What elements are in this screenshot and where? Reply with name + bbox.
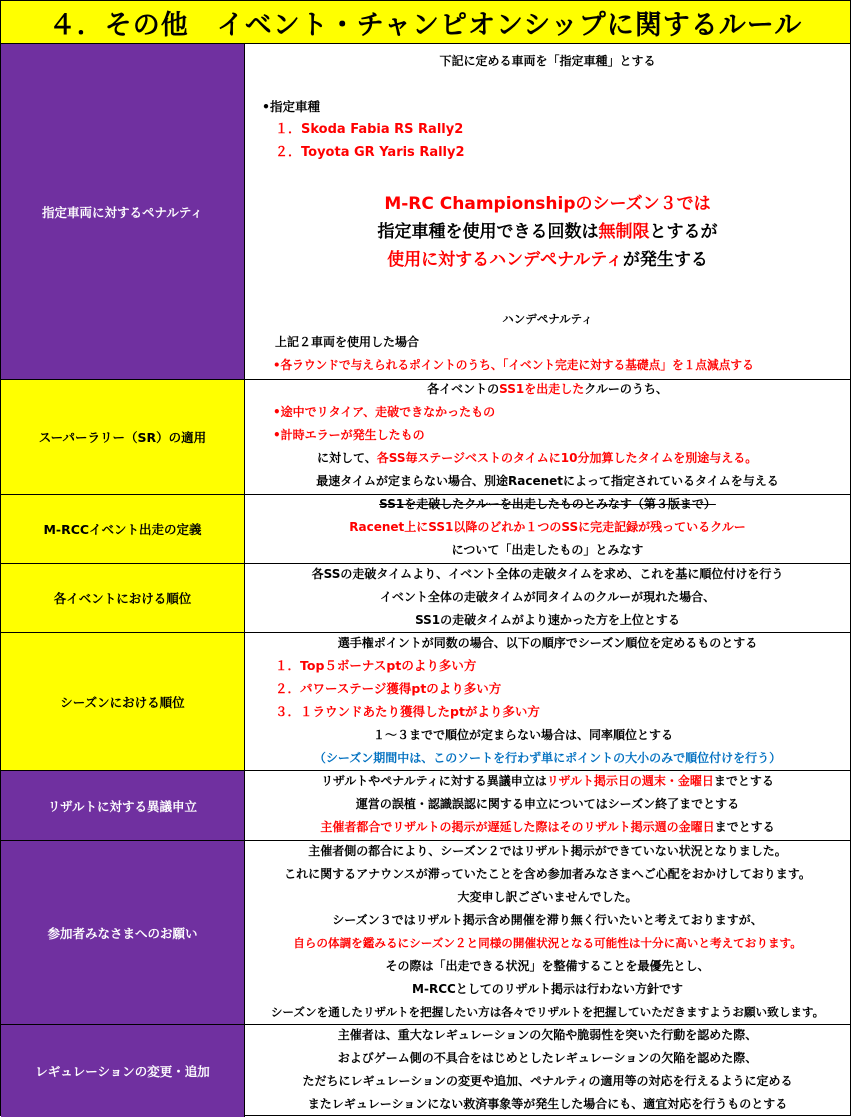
designated-big-line-3: [245, 248, 850, 272]
start-def-line-1: SS1を走破したクルーを出走したものとみなす（第３版まで）: [379, 497, 716, 511]
appeal-l3-a: 主催者都合でリザルトの掲示が遅延した際はそのリザルト掲示週の金曜日: [320, 820, 715, 834]
appeal-l3-b: までとする: [714, 820, 775, 834]
season-rank-line-1: 選手権ポイントが同数の場合、以下の順序でシーズン順位を定めるものとする: [337, 636, 758, 650]
content-regulation-change: [245, 1025, 850, 1117]
handicap-title: ハンデペナルティ: [502, 312, 593, 326]
appeal-l1-c: までとする: [713, 774, 774, 788]
designated-big-line-2: [245, 220, 850, 244]
label-designated-vehicle: 指定車両に対するペナルティ: [1, 44, 245, 379]
appeal-line-1: [245, 773, 850, 789]
sr-l4-b: 各SS毎ステージベストのタイムに10分加算したタイムを別途与える。: [376, 451, 758, 465]
start-def-line-2: Racenet上にSS1以降のどれか１つのSSに完走記録が残っているクルー: [349, 520, 746, 534]
designated-car-2: ２．Toyota GR Yaris Rally2: [275, 145, 465, 160]
handicap-case: 上記２車両を使用した場合: [275, 335, 420, 349]
content-event-ranking: [245, 564, 850, 632]
label-season-ranking: シーズンにおける順位: [1, 633, 245, 770]
label-event-ranking: 各イベントにおける順位: [1, 564, 245, 632]
sr-line-2: •途中でリタイア、走破できなかったもの: [273, 405, 496, 419]
big2-text-c: とするが: [649, 222, 718, 242]
content-start-definition: [245, 495, 850, 563]
sr-line-4: [317, 450, 757, 466]
content-participant-request: [245, 841, 850, 1024]
content-super-rally: [245, 380, 850, 494]
sr-line-3: •計時エラーが発生したもの: [273, 428, 425, 442]
label-super-rally: スーパーラリー（SR）の適用: [1, 380, 245, 494]
designated-car-1: １．Skoda Fabia RS Rally2: [275, 122, 464, 137]
sr-line-1: [245, 381, 850, 397]
request-line-2: これに関するアナウンスが滞っていたことを含め参加者みなさまへご心配をおかけしております。: [284, 867, 811, 881]
designated-big-line-1: M-RC Championshipのシーズン３では: [384, 194, 711, 214]
label-result-appeal: リザルトに対する異議申立: [1, 771, 245, 840]
row-designated-vehicle: [1, 44, 850, 380]
row-regulation-change: [1, 1025, 850, 1117]
row-result-appeal: [1, 771, 850, 841]
big2-text-b: 無制限: [598, 222, 650, 242]
appeal-l1-b: リザルト掲示日の週末・金曜日: [546, 774, 714, 788]
regulation-line-4: またレギュレーションにない救済事象等が発生した場合にも、適宜対応を行うものとする: [307, 1097, 788, 1111]
row-event-ranking: [1, 564, 850, 633]
season-rank-line-5: １～３までで順位が定まらない場合は、同率順位とする: [373, 728, 674, 742]
label-start-definition: M-RCCイベント出走の定義: [1, 495, 245, 563]
sr-l4-a: に対して、: [317, 451, 377, 465]
big3-text-a: 使用に対するハンデペナルティ: [387, 250, 623, 270]
page-title: ４．その他 イベント・チャンピオンシップに関するルール: [1, 1, 850, 44]
appeal-l1-a: リザルトやペナルティに対する異議申立は: [321, 774, 547, 788]
season-rank-line-6: （シーズン期間中は、このソートを行わず単にポイントの大小のみで順位付けを行う）: [313, 751, 782, 765]
big3-text-b: が発生する: [622, 250, 708, 270]
row-participant-request: [1, 841, 850, 1025]
big2-text-a: 指定車種を使用できる回数は: [377, 222, 599, 242]
handicap-rule: •各ラウンドで与えられるポイントのうち、「イベント完走に対する基礎点」を１点減点する: [273, 358, 754, 372]
appeal-line-3: [245, 819, 850, 835]
event-rank-line-3: SS1の走破タイムがより速かった方を上位とする: [415, 613, 680, 627]
sr-l1-a: 各イベントの: [427, 382, 500, 396]
row-super-rally: [1, 380, 850, 495]
label-participant-request: 参加者みなさまへのお願い: [1, 841, 245, 1024]
season-rank-line-2: １．Top５ボーナスptのより多い方: [275, 658, 477, 673]
designated-list-title: •指定車種: [262, 99, 320, 114]
start-def-line-3: について「出走したもの」とみなす: [451, 543, 644, 557]
event-rank-line-2: イベント全体の走破タイムが同タイムのクルーが現れた場合、: [379, 590, 716, 604]
request-line-1: 主催者側の都合により、シーズン２ではリザルト掲示ができていない状況となりました。: [308, 844, 787, 858]
content-designated-vehicle: [245, 44, 850, 379]
request-line-8: シーズンを通したリザルトを把握したい方は各々でリザルトを把握していただきますようお願い致します。: [270, 1005, 825, 1019]
season-rank-line-3: ２．パワーステージ獲得ptのより多い方: [275, 681, 502, 696]
appeal-line-2: 運営の誤植・認識誤認に関する申立についてはシーズン終了までとする: [355, 797, 740, 811]
event-rank-line-1: 各SSの走破タイムより、イベント全体の走破タイムを求め、これを基に順位付けを行う: [311, 567, 784, 581]
content-result-appeal: [245, 771, 850, 840]
request-line-3: 大変申し訳ございませんでした。: [457, 890, 638, 904]
regulation-line-2: およびゲーム側の不具合をはじめとしたレギュレーションの欠陥を認めた際、: [337, 1051, 758, 1065]
designated-intro: 下記に定める車両を「指定車種」とする: [439, 54, 656, 68]
request-line-7: M-RCCとしてのリザルト掲示は行わない方針です: [412, 982, 683, 996]
season-rank-line-4: ３．１ラウンドあたり獲得したptがより多い方: [275, 704, 540, 719]
content-season-ranking: [245, 633, 850, 770]
sr-l1-c: クルーのうち、: [584, 382, 668, 396]
row-start-definition: [1, 495, 850, 564]
request-line-4: シーズン３ではリザルト掲示含め開催を滞り無く行いたいと考えておりますが、: [332, 913, 763, 927]
sr-line-5: 最速タイムが定まらない場合、別途Racenetによって指定されているタイムを与える: [316, 474, 779, 488]
request-line-6: その際は「出走できる状況」を整備することを最優先とし、: [385, 959, 710, 973]
regulation-line-3: ただちにレギュレーションの変更や追加、ペナルティの適用等の対応を行えるように定める: [302, 1074, 793, 1088]
regulation-line-1: 主催者は、重大なレギュレーションの欠陥や脆弱性を突いた行動を認めた際、: [337, 1028, 758, 1042]
request-line-5: 自らの体調を鑑みるにシーズン２と同様の開催状況となる可能性は十分に高いと考えております。: [293, 936, 802, 950]
sr-l1-b: SS1を出走した: [499, 382, 585, 396]
row-season-ranking: [1, 633, 850, 771]
label-regulation-change: レギュレーションの変更・追加: [1, 1025, 245, 1117]
